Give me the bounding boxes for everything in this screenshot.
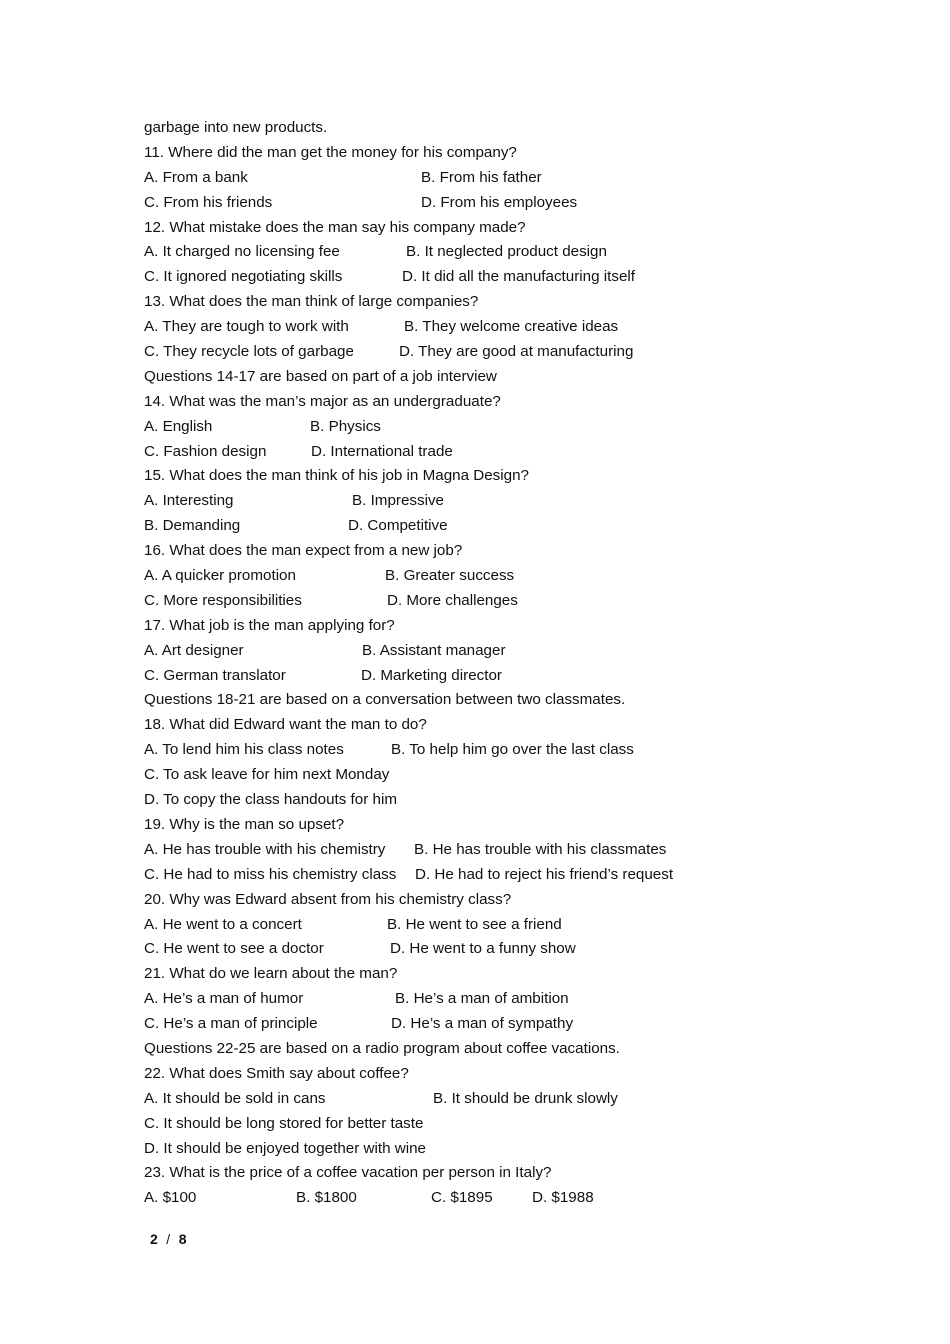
answer-option: B. He has trouble with his classmates [414,840,667,858]
options-row [144,489,844,514]
answer-option: B. From his father [421,168,542,186]
answer-option: A. It charged no licensing fee [144,243,340,261]
options-row [144,191,844,216]
continuation-text: garbage into new products. [144,119,328,136]
section-heading: Questions 18-21 are based on a conversation between two classmates. [144,691,626,709]
answer-option: B. To help him go over the last class [391,741,634,759]
answer-option: B. Demanding [144,517,241,535]
section-heading: Questions 14-17 are based on part of a job interview [144,367,497,385]
answer-option: C. He’s a man of principle [144,1015,318,1033]
answer-option: C. To ask leave for him next Monday [144,766,390,784]
answer-option: C. He had to miss his chemistry class [144,865,397,883]
answer-option: C. He went to see a doctor [144,940,324,958]
answer-option: A. It should be sold in cans [144,1089,326,1107]
options-row [144,415,844,440]
answer-option: D. International trade [311,442,453,460]
options-row [144,913,844,938]
question-stem: 13. What does the man think of large companies? [144,293,479,311]
section-heading: Questions 22-25 are based on a radio program about coffee vacations. [144,1039,620,1057]
answer-option: D. They are good at manufacturing [399,343,634,361]
options-row [144,340,844,365]
question-stem: 14. What was the man’s major as an undergraduate? [144,392,501,410]
answer-option: D. He’s a man of sympathy [391,1015,574,1033]
answer-option: A. $100 [144,1189,197,1207]
answer-option: D. To copy the class handouts for him [144,791,397,809]
answer-option: A. From a bank [144,168,248,186]
answer-option: C. From his friends [144,193,273,211]
answer-option: B. Greater success [385,567,515,585]
answer-option: C. It ignored negotiating skills [144,268,343,286]
options-row [144,738,844,763]
options-row [144,166,844,191]
answer-option: A. To lend him his class notes [144,741,344,759]
options-row [144,265,844,290]
answer-option: C. They recycle lots of garbage [144,343,354,361]
answer-option: B. Assistant manager [362,641,506,659]
options-row [144,788,844,813]
answer-option: B. He’s a man of ambition [395,990,569,1008]
current-page: 2 [150,1231,159,1247]
options-row [144,987,844,1012]
options-row [144,589,844,614]
answer-option: A. They are tough to work with [144,318,349,336]
answer-option: B. It should be drunk slowly [433,1089,618,1107]
options-row [144,564,844,589]
answer-option: D. Competitive [348,517,448,535]
options-row [144,315,844,340]
options-row [144,1137,844,1162]
question-list [144,116,844,1211]
answer-option: B. $1800 [296,1189,357,1207]
options-row [144,440,844,465]
answer-option: D. $1988 [532,1189,594,1207]
answer-option: D. From his employees [421,193,578,211]
answer-option: A. Interesting [144,492,234,510]
answer-option: C. It should be long stored for better taste [144,1114,424,1132]
answer-option: B. They welcome creative ideas [404,318,619,336]
question-stem: 12. What mistake does the man say his company made? [144,218,526,236]
answer-option: B. He went to see a friend [387,915,562,933]
question-stem: 22. What does Smith say about coffee? [144,1064,409,1082]
answer-option: A. He’s a man of humor [144,990,304,1008]
total-pages: 8 [178,1231,187,1247]
answer-option: B. Impressive [352,492,444,510]
question-stem: 11. Where did the man get the money for his company? [144,143,517,161]
options-row [144,863,844,888]
question-stem: 20. Why was Edward absent from his chemistry class? [144,890,512,908]
page-number [150,1231,187,1247]
answer-option: C. More responsibilities [144,591,302,609]
question-stem: 23. What is the price of a coffee vacation per person in Italy? [144,1164,552,1182]
options-row [144,240,844,265]
answer-option: A. He went to a concert [144,915,302,933]
answer-option: D. It did all the manufacturing itself [402,268,635,286]
answer-option: A. English [144,417,213,435]
answer-option: D. He went to a funny show [390,940,576,958]
options-row [144,1087,844,1112]
options-row [144,664,844,689]
answer-option: B. It neglected product design [406,243,607,261]
answer-option: C. Fashion design [144,442,267,460]
answer-option: A. He has trouble with his chemistry [144,840,386,858]
answer-option: C. $1895 [431,1189,493,1207]
answer-option: C. German translator [144,666,286,684]
options-row [144,514,844,539]
answer-option: D. It should be enjoyed together with wine [144,1139,426,1157]
answer-option: A. A quicker promotion [144,567,296,585]
options-row [144,763,844,788]
question-stem: 21. What do we learn about the man? [144,965,398,983]
answer-option: D. Marketing director [361,666,502,684]
question-stem: 16. What does the man expect from a new job? [144,542,463,560]
answer-option: B. Physics [310,417,381,435]
page-separator: / [166,1231,171,1247]
question-stem: 19. Why is the man so upset? [144,815,345,833]
question-stem: 18. What did Edward want the man to do? [144,716,427,734]
options-row [144,937,844,962]
question-stem: 17. What job is the man applying for? [144,616,395,634]
answer-option: D. More challenges [387,591,518,609]
answer-option: D. He had to reject his friend’s request [415,865,674,883]
answer-option: A. Art designer [144,641,244,659]
options-row [144,1186,844,1211]
question-stem: 15. What does the man think of his job in Magna Design? [144,467,529,485]
options-row [144,1012,844,1037]
options-row [144,838,844,863]
options-row [144,1112,844,1137]
options-row [144,639,844,664]
